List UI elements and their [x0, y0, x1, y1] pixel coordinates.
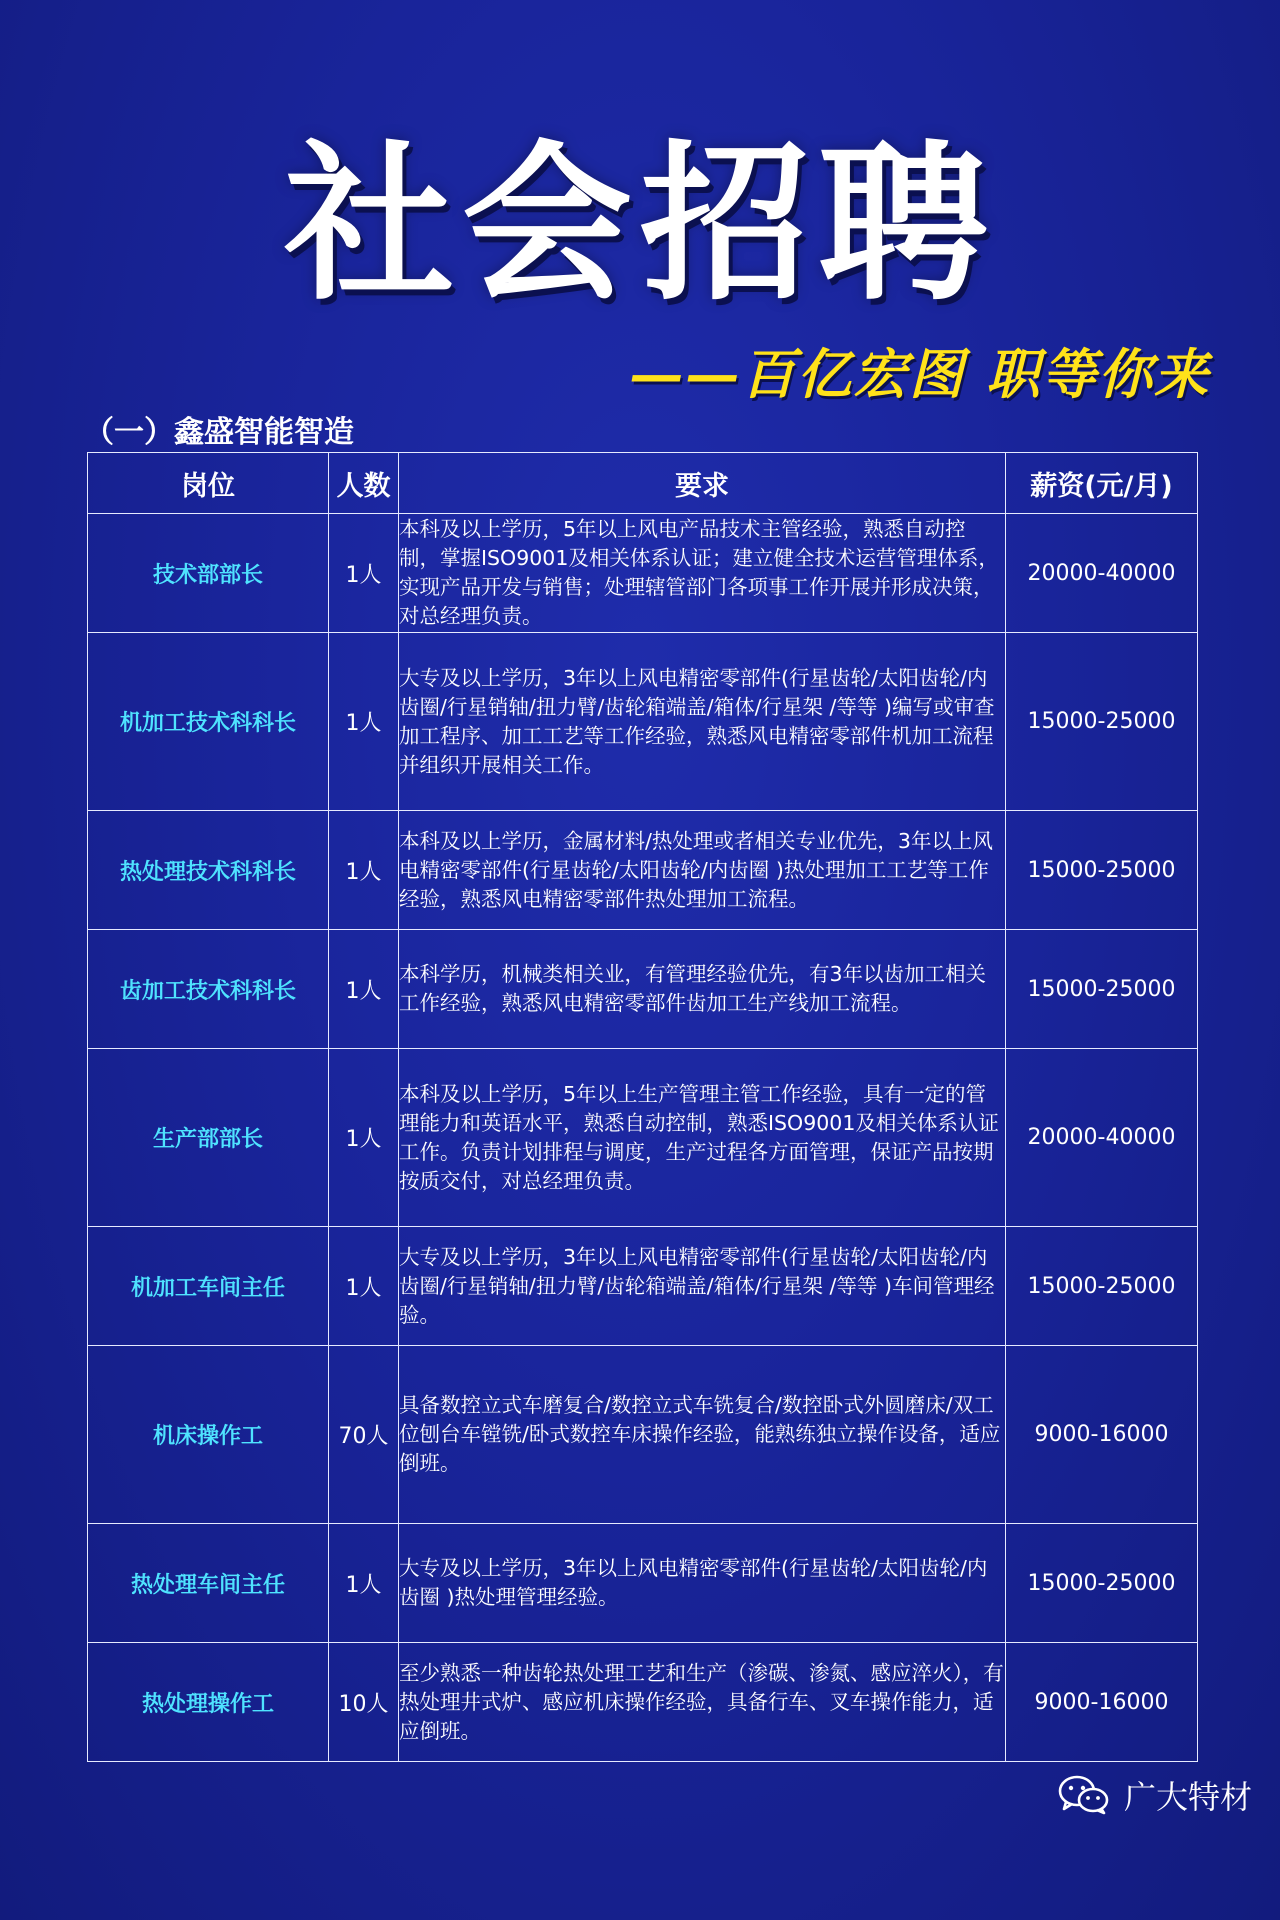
jobs-table	[87, 452, 1198, 1762]
position-cell: 热处理操作工	[88, 1643, 329, 1762]
header-position: 岗位	[88, 453, 329, 514]
position-cell: 热处理技术科科长	[88, 811, 329, 930]
count-cell: 1人	[329, 514, 399, 633]
position-cell: 生产部部长	[88, 1049, 329, 1227]
wechat-icon	[1058, 1775, 1110, 1815]
slogan: ——百亿宏图 职等你来	[629, 342, 1210, 406]
table-row	[88, 633, 1198, 811]
requirement-cell: 本科学历，机械类相关业，有管理经验优先，有3年以齿加工相关工作经验，熟悉风电精密零部件齿加工生产线加工流程。	[399, 930, 1006, 1049]
salary-cell: 20000-40000	[1006, 1049, 1198, 1227]
table-row	[88, 1346, 1198, 1524]
count-cell: 10人	[329, 1643, 399, 1762]
footer-account-name: 广大特材	[1124, 1778, 1253, 1816]
table-row	[88, 930, 1198, 1049]
salary-cell: 15000-25000	[1006, 1227, 1198, 1346]
requirement-cell: 本科及以上学历，5年以上风电产品技术主管经验，熟悉自动控制，掌握ISO9001及相关体系认证；建立健全技术运营管理体系，实现产品开发与销售；处理辖管部门各项事工作开展并形成决策，对总经理负责。	[399, 514, 1006, 633]
requirement-cell: 至少熟悉一种齿轮热处理工艺和生产（渗碳、渗氮、感应淬火），有热处理井式炉、感应机床操作经验，具备行车、叉车操作能力，适应倒班。	[399, 1643, 1006, 1762]
salary-cell: 9000-16000	[1006, 1346, 1198, 1524]
position-cell: 齿加工技术科科长	[88, 930, 329, 1049]
salary-cell: 20000-40000	[1006, 514, 1198, 633]
position-cell: 热处理车间主任	[88, 1524, 329, 1643]
requirement-cell: 本科及以上学历，金属材料/热处理或者相关专业优先，3年以上风电精密零部件(行星齿轮/太阳齿轮/内齿圈 )热处理加工工艺等工作经验，熟悉风电精密零部件热处理加工流程。	[399, 811, 1006, 930]
count-cell: 1人	[329, 1227, 399, 1346]
count-cell: 1人	[329, 811, 399, 930]
salary-cell: 15000-25000	[1006, 930, 1198, 1049]
position-cell: 技术部部长	[88, 514, 329, 633]
header-salary: 薪资(元/月)	[1006, 453, 1198, 514]
count-cell: 1人	[329, 1049, 399, 1227]
requirement-cell: 大专及以上学历，3年以上风电精密零部件(行星齿轮/太阳齿轮/内齿圈/行星销轴/扭力臂/齿轮箱端盖/箱体/行星架 /等等 )车间管理经验。	[399, 1227, 1006, 1346]
table-row	[88, 1643, 1198, 1762]
table-header-row	[88, 453, 1198, 514]
requirement-cell: 大专及以上学历，3年以上风电精密零部件(行星齿轮/太阳齿轮/内齿圈 )热处理管理经验。	[399, 1524, 1006, 1643]
header-requirement: 要求	[399, 453, 1006, 514]
salary-cell: 15000-25000	[1006, 1524, 1198, 1643]
count-cell: 70人	[329, 1346, 399, 1524]
table-row	[88, 1524, 1198, 1643]
header-count: 人数	[329, 453, 399, 514]
count-cell: 1人	[329, 930, 399, 1049]
position-cell: 机床操作工	[88, 1346, 329, 1524]
section-title: （一）鑫盛智能智造	[84, 415, 354, 450]
position-cell: 机加工技术科科长	[88, 633, 329, 811]
table-row	[88, 1049, 1198, 1227]
salary-cell: 15000-25000	[1006, 633, 1198, 811]
footer-watermark	[1058, 1772, 1252, 1818]
requirement-cell: 大专及以上学历，3年以上风电精密零部件(行星齿轮/太阳齿轮/内齿圈/行星销轴/扭力臂/齿轮箱端盖/箱体/行星架 /等等 )编写或审查加工程序、加工工艺等工作经验，熟悉风电精密零部件机加工流程并组织开展相关工作。	[399, 633, 1006, 811]
requirement-cell: 本科及以上学历，5年以上生产管理主管工作经验，具有一定的管理能力和英语水平，熟悉自动控制，熟悉ISO9001及相关体系认证工作。负责计划排程与调度，生产过程各方面管理，保证产品按期按质交付，对总经理负责。	[399, 1049, 1006, 1227]
position-cell: 机加工车间主任	[88, 1227, 329, 1346]
table-row	[88, 514, 1198, 633]
table-row	[88, 811, 1198, 930]
page-title: 社会招聘	[283, 126, 996, 324]
salary-cell: 15000-25000	[1006, 811, 1198, 930]
requirement-cell: 具备数控立式车磨复合/数控立式车铣复合/数控卧式外圆磨床/双工位刨台车镗铣/卧式数控车床操作经验，能熟练独立操作设备，适应倒班。	[399, 1346, 1006, 1524]
count-cell: 1人	[329, 633, 399, 811]
table-row	[88, 1227, 1198, 1346]
count-cell: 1人	[329, 1524, 399, 1643]
salary-cell: 9000-16000	[1006, 1643, 1198, 1762]
